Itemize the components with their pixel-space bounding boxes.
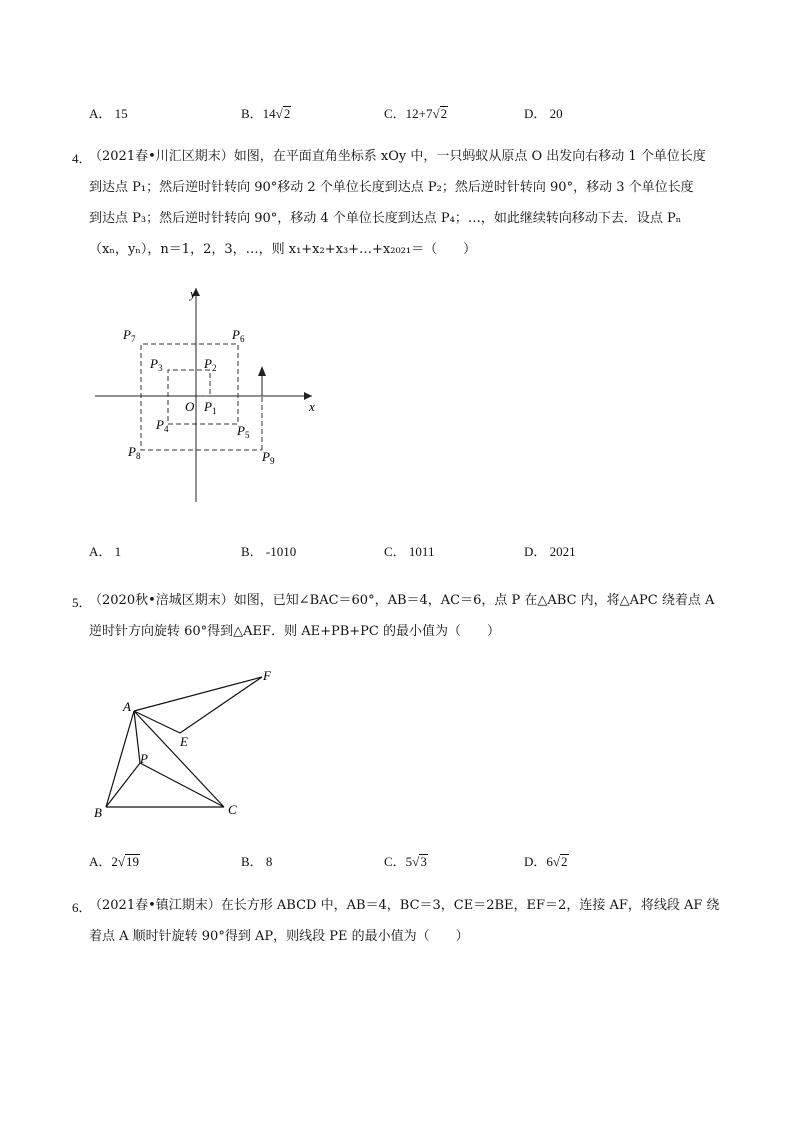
option-value: 15	[114, 106, 128, 121]
option-letter: B．	[241, 854, 263, 869]
option-coefficient: 5	[405, 854, 413, 869]
option-letter: B．	[241, 106, 263, 121]
q4-line: 到达点 P₃；然后逆时针转向 90°，移动 4 个单位长度到达点 P₄；…，如此继续转向移动下去．设点 Pₙ	[89, 211, 682, 226]
q4-number: 4．	[72, 151, 92, 166]
option-letter: C．	[384, 106, 406, 121]
option-coefficient: 14	[262, 106, 276, 121]
point-label-p6: $P_6$	[232, 327, 245, 344]
q5-option-b	[241, 851, 272, 870]
q4-line: （xₙ，yₙ），n＝1，2，3，…，则 x₁+x₂+x₃+…+x₂₀₂₁＝（ ）	[89, 242, 477, 257]
point-label-p1: $P_1$	[204, 399, 217, 416]
axis-y-label: y	[190, 286, 196, 301]
q5-stem	[89, 585, 729, 647]
vertex-label-e: E	[180, 734, 188, 749]
q4-stem	[89, 141, 729, 265]
vertex-label-c: C	[228, 802, 237, 817]
q4-line: （2021春•川汇区期末）如图，在平面直角坐标系 xOy 中，一只蚂蚁从原点 O 出发向右移动 1 个单位长度	[89, 149, 706, 164]
option-radicand: 2	[440, 106, 448, 121]
spiral-arrow	[258, 366, 266, 376]
q4-line: 到达点 P₁；然后逆时针转向 90°移动 2 个单位长度到达点 P₂；然后逆时针转向 90°，移动 3 个单位长度	[89, 180, 694, 195]
q3-option-a	[89, 103, 128, 122]
origin-label: O	[185, 399, 195, 414]
option-value: 1	[114, 544, 122, 559]
q4-figure	[90, 280, 340, 510]
option-letter: D．	[524, 544, 547, 559]
point-label-p7: $P_7$	[123, 327, 136, 344]
q6-line: 着点 A 顺时针旋转 90°得到 AP，则线段 PE 的最小值为（ ）	[89, 929, 469, 944]
q3-option-d	[524, 103, 563, 122]
q5-option-c: C．5√3	[384, 854, 427, 869]
q5-number: 5．	[72, 595, 92, 610]
point-label-p5: $P_5$	[237, 423, 250, 440]
q6-number: 6．	[72, 900, 92, 915]
option-coefficient: 12+7	[405, 106, 433, 121]
option-letter: C．	[384, 544, 406, 559]
q5-option-a: A．2√19	[89, 854, 140, 869]
point-label-p4: $P_4$	[156, 417, 169, 434]
option-coefficient: 6	[546, 854, 553, 869]
option-value: 2021	[549, 544, 576, 559]
option-coefficient: 2	[111, 854, 118, 869]
vertex-label-f: F	[263, 668, 271, 683]
q3-option-b: B．14√2	[241, 106, 291, 121]
option-radicand: 3	[420, 854, 427, 869]
option-letter: A．	[89, 854, 112, 869]
vertex-label-p: P	[140, 751, 148, 766]
option-radicand: 19	[126, 854, 140, 869]
q5-line: （2020秋•涪城区期末）如图，已知∠BAC＝60°，AB＝4，AC＝6，点 P 在△ABC 内，将△APC 绕着点 A	[89, 593, 715, 608]
point-label-p8: $P_8$	[128, 444, 141, 461]
point-label-p2: $P_2$	[204, 356, 217, 373]
q4-option-c	[384, 541, 434, 560]
vertex-label-b: B	[94, 805, 102, 820]
option-radicand: 2	[283, 106, 291, 121]
option-value: -1010	[265, 544, 297, 559]
option-letter: B．	[241, 544, 263, 559]
q6-line: （2021春•镇江期末）在长方形 ABCD 中，AB＝4，BC＝3，CE＝2BE，EF＝2，连接 AF，将线段 AF 绕	[89, 898, 720, 913]
q6-stem	[89, 890, 729, 952]
q5-figure	[88, 665, 288, 825]
q4-option-b	[241, 541, 296, 560]
option-letter: C．	[384, 854, 406, 869]
option-value: 1011	[408, 544, 435, 559]
vertex-label-a: A	[123, 699, 131, 714]
option-letter: D．	[524, 106, 547, 121]
q5-line: 逆时针方向旋转 60°得到△AEF．则 AE+PB+PC 的最小值为（ ）	[89, 624, 500, 639]
q4-option-a	[89, 541, 121, 560]
option-radicand: 2	[561, 854, 568, 869]
option-value: 8	[265, 854, 273, 869]
point-label-p9: $P_9$	[262, 449, 275, 466]
option-value: 20	[549, 106, 563, 121]
q3-option-c: C．12+7√2	[384, 106, 448, 121]
q5-option-d: D．6√2	[524, 854, 568, 869]
axis-x-label: x	[309, 399, 315, 414]
option-letter: A．	[89, 106, 112, 121]
option-letter: A．	[89, 544, 112, 559]
q4-option-d	[524, 541, 576, 560]
option-letter: D．	[524, 854, 547, 869]
point-label-p3: $P_3$	[150, 356, 163, 373]
